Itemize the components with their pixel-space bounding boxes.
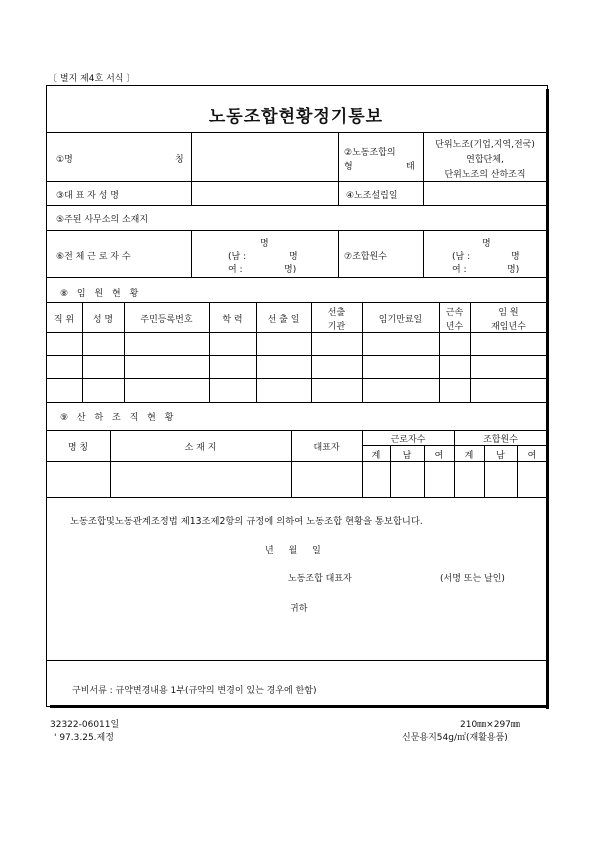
subsidiary-header-rep: 대표자 bbox=[313, 443, 340, 453]
officers-header: 선출 bbox=[327, 308, 346, 318]
rule bbox=[46, 230, 547, 231]
officers-header: 성 명 bbox=[92, 315, 114, 325]
union-type-option: 연합단체, bbox=[466, 155, 504, 165]
rule bbox=[46, 497, 547, 498]
officers-header: 근속 bbox=[445, 308, 464, 318]
subsidiary-subheader: 남 bbox=[402, 451, 412, 461]
subsidiary-subheader: 여 bbox=[434, 451, 444, 461]
attachment-note: 구비서류 : 규약변경내용 1부(규약의 변경이 있는 경우에 한함) bbox=[72, 686, 317, 696]
representative-label: ③대 표 자 성 명 bbox=[56, 191, 119, 201]
officers-heading: ⑧ 임 원 현 황 bbox=[60, 289, 142, 299]
officers-header: 임기만료일 bbox=[378, 315, 423, 325]
male-unit: 명 bbox=[289, 252, 298, 262]
notice-date: 년 월 일 bbox=[265, 546, 321, 556]
signature-note: (서명 또는 날인) bbox=[440, 574, 505, 584]
officers-header: 주민등록번호 bbox=[140, 315, 193, 325]
established-date-label: ④노조설립일 bbox=[346, 191, 398, 201]
rule bbox=[46, 132, 547, 133]
female-unit: 명) bbox=[284, 265, 297, 275]
officers-header: 학 력 bbox=[222, 315, 243, 325]
subsidiary-subheader: 계 bbox=[371, 451, 381, 461]
union-type-label-2b: 태 bbox=[406, 162, 415, 172]
rule bbox=[46, 355, 547, 356]
union-type-label-2a: 형 bbox=[344, 162, 353, 172]
officers-header: 선 출 일 bbox=[267, 315, 300, 325]
rule bbox=[191, 132, 192, 205]
subsidiary-subheader: 남 bbox=[496, 451, 505, 461]
rule bbox=[46, 660, 547, 661]
office-address-label: ⑤주된 사무소의 소재지 bbox=[56, 215, 149, 225]
officers-header: 직 위 bbox=[53, 315, 75, 325]
rule bbox=[46, 332, 547, 333]
members-label: ⑦조합원수 bbox=[344, 252, 387, 262]
rule bbox=[46, 378, 547, 379]
name-label: ①명 bbox=[56, 155, 73, 165]
notice-text: 노동조합및노동관계조정법 제13조제2항의 규정에 의하여 노동조합 현황을 통보합니다. bbox=[70, 516, 423, 527]
members-female-label: 여 : bbox=[452, 265, 467, 275]
total-workers-label: ⑥전 체 근 로 자 수 bbox=[56, 252, 131, 262]
rule bbox=[46, 461, 547, 462]
rule bbox=[46, 205, 547, 206]
recipient-label: 귀하 bbox=[290, 604, 308, 614]
rule bbox=[338, 132, 339, 205]
rule bbox=[191, 230, 192, 277]
officers-header: 기관 bbox=[327, 322, 346, 332]
enactment-date: ' 97.3.25.제정 bbox=[54, 733, 114, 743]
paper-size: 210㎜×297㎜ bbox=[460, 720, 520, 730]
officers-header: 재임년수 bbox=[491, 322, 526, 332]
members-male-label: (남 : bbox=[452, 252, 471, 262]
form-title: 노동조합현황정기통보 bbox=[208, 107, 384, 127]
signer-label: 노동조합 대표자 bbox=[288, 574, 352, 584]
male-label: (남 : bbox=[228, 252, 247, 262]
rule bbox=[46, 302, 547, 303]
rule bbox=[423, 230, 424, 277]
subsidiary-heading: ⑨ 산 하 조 직 현 황 bbox=[60, 413, 177, 423]
paper-spec: 신문용지54g/㎡(재활용품) bbox=[402, 733, 508, 743]
rule bbox=[46, 181, 547, 182]
subsidiary-subheader: 계 bbox=[464, 451, 474, 461]
form-id: 〔 별지 제4호 서식 〕 bbox=[48, 74, 136, 84]
rule bbox=[338, 230, 339, 277]
members-total-unit: 명 bbox=[482, 239, 491, 249]
form-code: 32322-06011일 bbox=[50, 720, 120, 730]
members-male-unit: 명 bbox=[511, 252, 520, 262]
frame-shadow-bottom bbox=[50, 705, 549, 708]
union-type-option: 단위노조(기업,지역,전국) bbox=[435, 140, 535, 150]
rule bbox=[46, 277, 547, 278]
name-label-end: 칭 bbox=[175, 155, 184, 165]
subsidiary-header-workers: 근로자수 bbox=[390, 435, 426, 445]
frame-shadow-right bbox=[546, 89, 549, 709]
rule bbox=[46, 430, 547, 431]
subsidiary-header-members: 조합원수 bbox=[483, 435, 518, 445]
officers-header: 임 원 bbox=[498, 308, 519, 318]
subsidiary-header-location: 소 재 지 bbox=[184, 443, 217, 453]
union-type-option: 단위노조의 산하조직 bbox=[444, 170, 526, 180]
subsidiary-header-name: 명 칭 bbox=[67, 443, 89, 453]
subsidiary-subheader: 여 bbox=[527, 451, 537, 461]
members-female-unit: 명) bbox=[507, 265, 520, 275]
total-unit: 명 bbox=[260, 239, 269, 249]
female-label: 여 : bbox=[228, 265, 243, 275]
rule bbox=[46, 402, 547, 403]
union-type-label: ②노동조합의 bbox=[344, 148, 396, 158]
officers-header: 년수 bbox=[445, 322, 464, 332]
